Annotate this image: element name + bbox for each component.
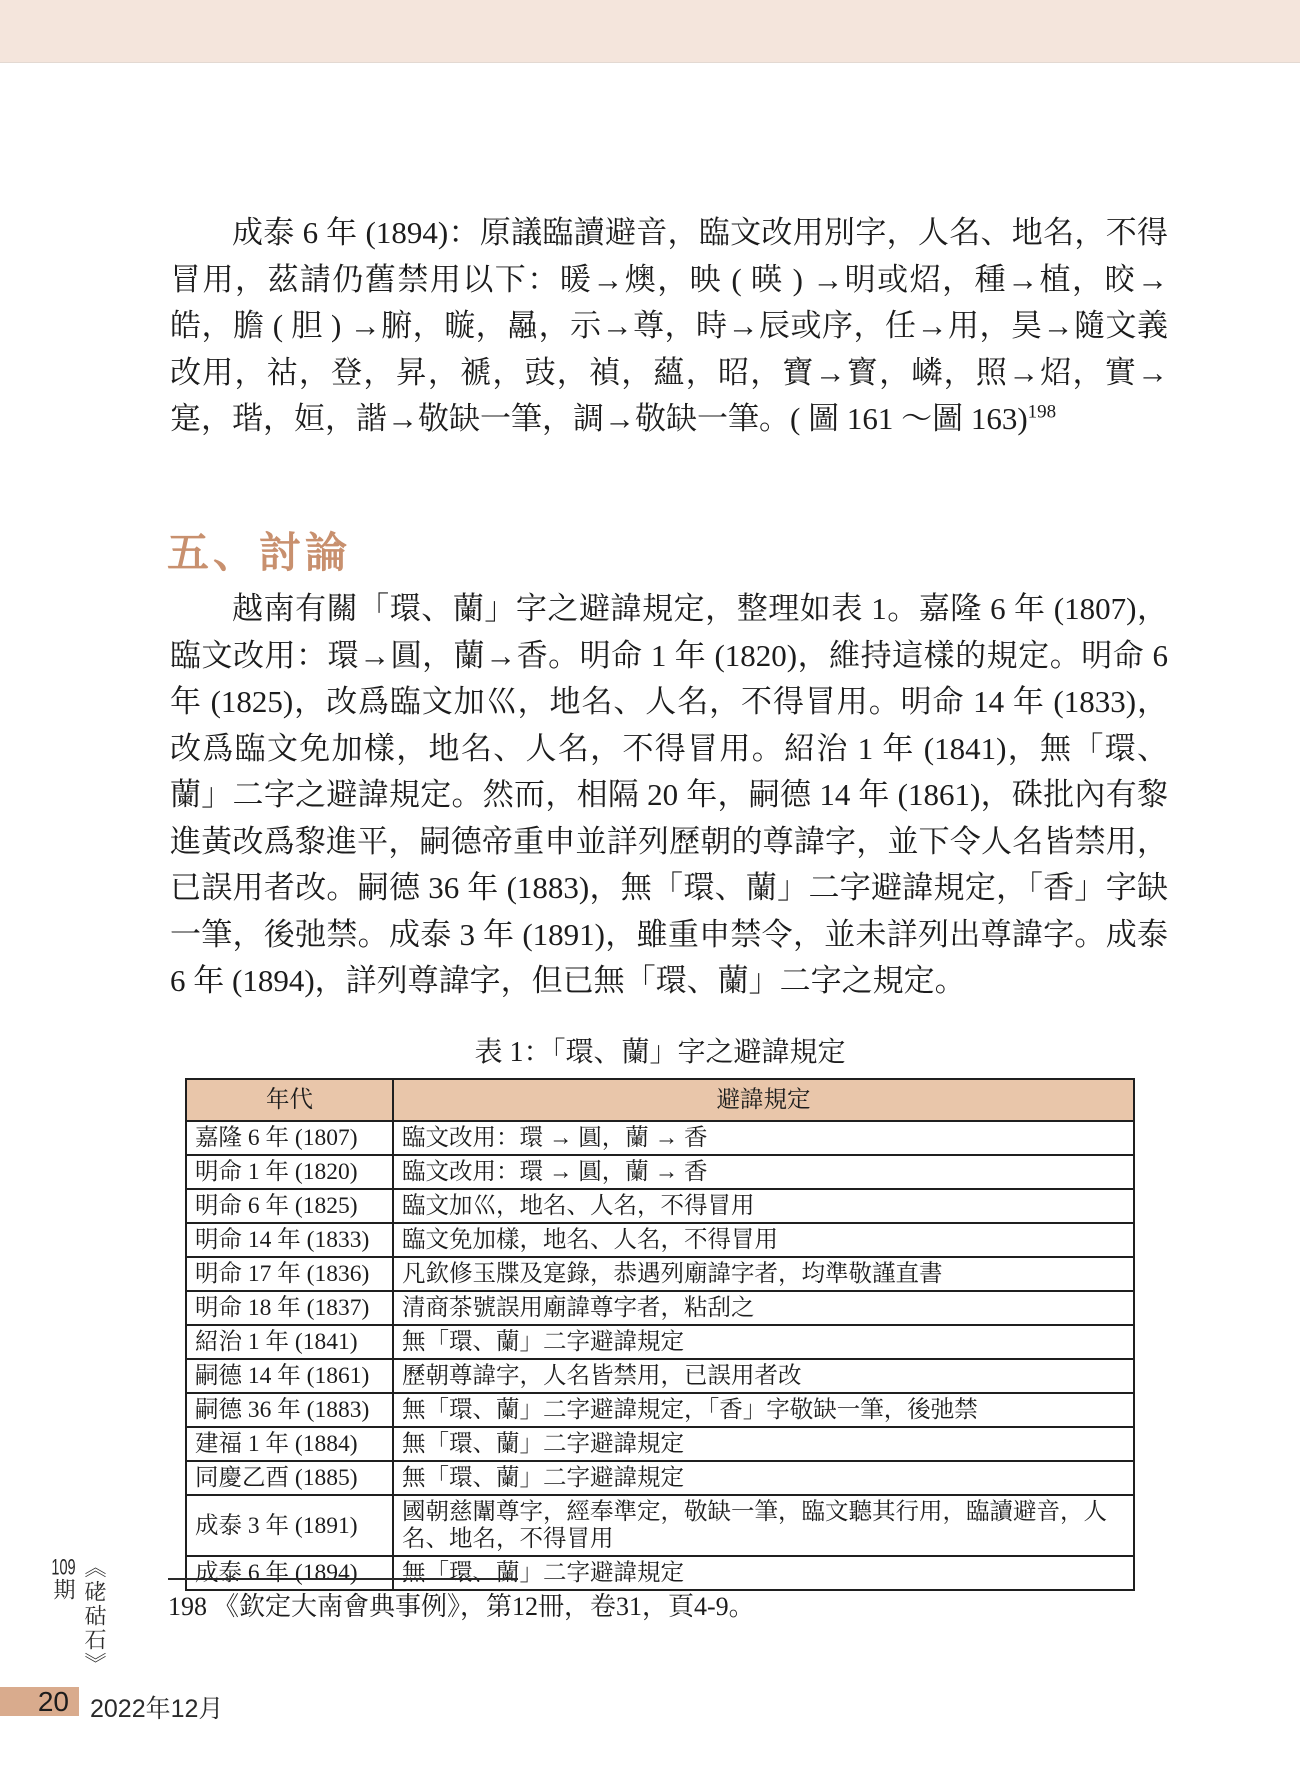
- footnote-number: 198: [168, 1592, 207, 1621]
- journal-title-vertical: [48, 1556, 110, 1696]
- footnote: [168, 1590, 1168, 1624]
- rule-cell: 清商茶號誤用廟諱尊字者，粘刮之: [393, 1291, 1134, 1325]
- rule-cell: 臨文改用：環 → 圓，蘭 → 香: [393, 1121, 1134, 1155]
- intro-paragraph-text: 成泰 6 年 (1894)：原議臨讀避音，臨文改用別字，人名、地名，不得冒用，茲請仍舊禁用以下：暖→燠，映 ( 暎 ) →明或炤，種→植，晈→皓，膽 ( 胆 ) →腑，暶，曧，示→尊，時→辰或序，任→用，昊→隨文義改用，祜，登，昇，禠，豉，禎，蘊，昭，寶→寳，嶙，照→炤，實→寔，瑎，姮，諧→敬缺一筆，調→敬缺一筆。( 圖 161 ～圖 163): [170, 215, 1168, 436]
- table-header-row: [186, 1079, 1134, 1121]
- year-cell: 嗣德 14 年 (1861): [186, 1359, 393, 1393]
- table-row: [186, 1291, 1134, 1325]
- year-cell: 紹治 1 年 (1841): [186, 1325, 393, 1359]
- table-row: [186, 1461, 1134, 1495]
- table-header-cell: 避諱規定: [393, 1079, 1134, 1121]
- rule-cell: 臨文免加樣，地名、人名，不得冒用: [393, 1223, 1134, 1257]
- table-row: [186, 1393, 1134, 1427]
- table-row: [186, 1325, 1134, 1359]
- rule-cell: 無「環、蘭」二字避諱規定，「香」字敬缺一筆，後弛禁: [393, 1393, 1134, 1427]
- rule-cell: 臨文改用：環 → 圓，蘭 → 香: [393, 1155, 1134, 1189]
- page-number-badge: [0, 1687, 79, 1716]
- table-row: [186, 1121, 1134, 1155]
- rule-cell: 無「環、蘭」二字避諱規定: [393, 1427, 1134, 1461]
- journal-title: 《硓𥑮石》: [82, 1556, 107, 1676]
- issue-number: 109: [51, 1556, 76, 1578]
- table-row: [186, 1495, 1134, 1556]
- issue-suffix: 期: [51, 1578, 76, 1602]
- rule-cell: 凡欽修玉牒及寔錄，恭遇列廟諱字者，均準敬謹直書: [393, 1257, 1134, 1291]
- table-row: [186, 1427, 1134, 1461]
- intro-paragraph: [170, 210, 1168, 443]
- rule-cell: 無「環、蘭」二字避諱規定: [393, 1556, 1134, 1590]
- rule-cell: 無「環、蘭」二字避諱規定: [393, 1325, 1134, 1359]
- year-cell: 明命 14 年 (1833): [186, 1223, 393, 1257]
- year-cell: 明命 18 年 (1837): [186, 1291, 393, 1325]
- year-cell: 成泰 6 年 (1894): [186, 1556, 393, 1590]
- year-cell: 嗣德 36 年 (1883): [186, 1393, 393, 1427]
- taboo-rules-table: [185, 1078, 1135, 1591]
- discussion-paragraph: 越南有關「環、蘭」字之避諱規定，整理如表 1。嘉隆 6 年 (1807)，臨文改用：環→圓，蘭→香。明命 1 年 (1820)，維持這樣的規定。明命 6 年 (1825)，改爲臨文加巛，地名、人名，不得冒用。明命 14 年 (1833)，改爲臨文免加樣，地名、人名，不得冒用。紹治 1 年 (1841)，無「環、蘭」二字之避諱規定。然而，相隔 20 年，嗣德 14 年 (1861)，硃批內有黎進黃改爲黎進平，嗣德帝重申並詳列歷朝的尊諱字，並下令人名皆禁用，已誤用者改。嗣德 36 年 (1883)，無「環、蘭」二字避諱規定，「香」字缺一筆，後弛禁。成泰 3 年 (1891)，雖重申禁令，並未詳列出尊諱字。成泰 6 年 (1894)，詳列尊諱字，但已無「環、蘭」二字之規定。: [170, 591, 1168, 998]
- rule-cell: 國朝慈闈尊字，經奉準定，敬缺一筆，臨文聽其行用，臨讀避音，人名、地名，不得冒用: [393, 1495, 1134, 1556]
- table-body: [186, 1121, 1134, 1590]
- footnote-reference-mark: 198: [1027, 401, 1057, 423]
- top-decorative-band: [0, 0, 1300, 63]
- table-row: [186, 1257, 1134, 1291]
- page-number: 20: [37, 1685, 69, 1717]
- issue-date: 2022年12月: [90, 1695, 224, 1723]
- year-cell: 明命 17 年 (1836): [186, 1257, 393, 1291]
- rule-cell: 無「環、蘭」二字避諱規定: [393, 1461, 1134, 1495]
- year-cell: 明命 1 年 (1820): [186, 1155, 393, 1189]
- year-cell: 建福 1 年 (1884): [186, 1427, 393, 1461]
- table-header-cell: 年代: [186, 1079, 393, 1121]
- rule-cell: 歷朝尊諱字，人名皆禁用，已誤用者改: [393, 1359, 1134, 1393]
- table-row: [186, 1556, 1134, 1590]
- table-caption: 表 1：「環、蘭」字之避諱規定: [474, 1037, 846, 1068]
- table-row: [186, 1223, 1134, 1257]
- year-cell: 明命 6 年 (1825): [186, 1189, 393, 1223]
- section-heading-discussion: 五、討論: [167, 529, 352, 576]
- year-cell: 成泰 3 年 (1891): [186, 1495, 393, 1556]
- footnote-text: 《欽定大南會典事例》，第12冊，卷31，頁4-9。: [213, 1592, 755, 1621]
- year-cell: 嘉隆 6 年 (1807): [186, 1121, 393, 1155]
- table-row: [186, 1359, 1134, 1393]
- footnote-separator: [168, 1578, 518, 1580]
- table-row: [186, 1155, 1134, 1189]
- rule-cell: 臨文加巛，地名、人名，不得冒用: [393, 1189, 1134, 1223]
- table-row: [186, 1189, 1134, 1223]
- year-cell: 同慶乙酉 (1885): [186, 1461, 393, 1495]
